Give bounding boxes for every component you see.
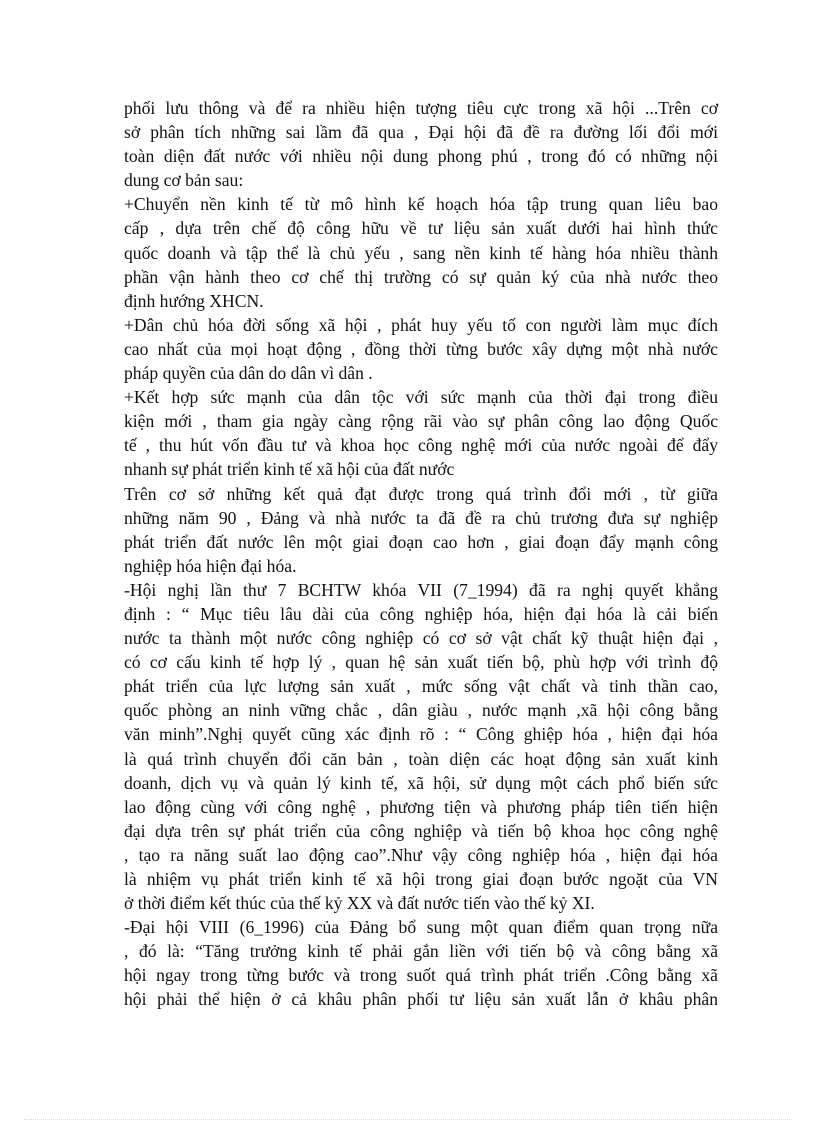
text-line: -Hội nghị lần thư 7 BCHTW khóa VII (7_1994) đã ra nghị quyết khẳng <box>124 579 718 600</box>
text-line: kiện mới , tham gia ngày càng rộng rãi vào sự phân công lao động Quốc <box>124 411 718 432</box>
text-line: những năm 90 , Đảng và nhà nước ta đã đề ra chủ trương đưa sự nghiệp <box>124 507 718 528</box>
text-line: là nhiệm vụ phát triển kinh tế xã hội trong giai đoạn bước ngoặt của VN <box>124 869 718 889</box>
text-line: pháp quyền của dân do dân vì dân . <box>124 363 373 384</box>
text-line: văn minh”.Nghị quyết cũng xác định rõ : “ Công ghiệp hóa , hiện đại hóa <box>124 724 718 745</box>
text-line: phối lưu thông và để ra nhiều hiện tượng tiêu cực trong xã hội ...Trên cơ <box>124 98 718 118</box>
text-line: tế , thu hút vốn đầu tư và khoa học công nghệ mới của nước ngoài để đẩy <box>124 435 718 456</box>
text-line: +Chuyển nền kinh tế từ mô hình kế hoạch hóa tập trung quan liêu bao <box>124 194 718 215</box>
text-line: đại dựa trên sự phát triển của công nghiệp và tiến bộ khoa học công nghệ <box>124 820 718 841</box>
text-line: định hướng XHCN. <box>124 290 264 311</box>
text-line: -Đại hội VIII (6_1996) của Đảng bổ sung một quan điểm quan trọng nữa <box>124 917 718 938</box>
text-line: phát triển của lực lượng sản xuất , mức sống vật chất và tinh thần cao, <box>124 676 718 697</box>
text-line: quốc doanh và tập thể là chủ yếu , sang nền kinh tế hàng hóa nhiều thành <box>124 242 718 263</box>
text-line: +Dân chủ hóa đời sống xã hội , phát huy yếu tố con người làm mục đích <box>124 314 718 335</box>
text-line: là quá trình chuyển đổi căn bản , toàn diện các hoạt động sản xuất kinh <box>124 748 718 769</box>
text-line: quốc phòng an ninh vững chắc , dân giàu , nước mạnh ,xã hội công bằng <box>124 700 718 721</box>
text-line: toàn diện đất nước với nhiều nội dung phong phú , trong đó có những nội <box>124 146 718 167</box>
text-line: hội phải thể hiện ở cả khâu phân phối tư liệu sản xuất lẫn ở khâu phân <box>124 989 718 1010</box>
text-line: hội ngay trong từng bước và trong suốt quá trình phát triển .Công bằng xã <box>124 965 718 986</box>
text-line: , tạo ra năng suất lao động cao”.Như vậy công nghiệp hóa , hiện đại hóa <box>124 844 718 865</box>
text-line: doanh, dịch vụ và quản lý kinh tế, xã hội, sử dụng một cách phổ biến sức <box>124 772 718 793</box>
text-line: cao nhất của mọi hoạt động , đồng thời từng bước xây dựng một nhà nước <box>124 338 718 359</box>
text-line: +Kết hợp sức mạnh của dân tộc với sức mạnh của thời đại trong điều <box>124 387 718 408</box>
text-line: nghiệp hóa hiện đại hóa. <box>124 555 297 576</box>
text-line: nước ta thành một nước công nghiệp có cơ sở vật chất kỹ thuật hiện đại , <box>124 628 718 649</box>
text-line: phát triển đất nước lên một giai đoạn cao hơn , giai đoạn đẩy mạnh công <box>124 531 718 552</box>
text-line: Trên cơ sở những kết quả đạt được trong quá trình đổi mới , từ giữa <box>124 483 718 504</box>
text-line: ở thời điểm kết thúc của thế kỷ XX và đất nước tiến vào thế kỷ XI. <box>124 893 595 914</box>
text-line: nhanh sự phát triển kinh tế xã hội của đất nước <box>124 459 455 480</box>
text-line: có cơ cấu kinh tế hợp lý , quan hệ sản xuất tiến bộ, phù hợp với trình độ <box>124 652 718 673</box>
text-line: sở phân tích những sai lầm đã qua , Đại hội đã đề ra đường lối đổi mới <box>124 122 718 143</box>
text-line: phần vận hành theo cơ chế thị trường có sự quản ký của nhà nước theo <box>124 266 718 287</box>
text-line: dung cơ bản sau: <box>124 170 244 191</box>
text-line: định : “ Mục tiêu lâu dài của công nghiệp hóa, hiện đại hóa là cải biến <box>124 603 718 624</box>
page-bottom-rule <box>24 1119 792 1120</box>
text-line: cấp , dựa trên chế độ công hữu về tư liệu sản xuất dưới hai hình thức <box>124 218 718 239</box>
text-line: , đó là: “Tăng trưởng kinh tế phải gắn liền với tiến bộ và công bằng xã <box>124 941 718 962</box>
text-line: lao động cùng với công nghệ , phương tiện và phương pháp tiên tiến hiện <box>124 796 718 817</box>
document-body-text <box>124 96 718 1012</box>
